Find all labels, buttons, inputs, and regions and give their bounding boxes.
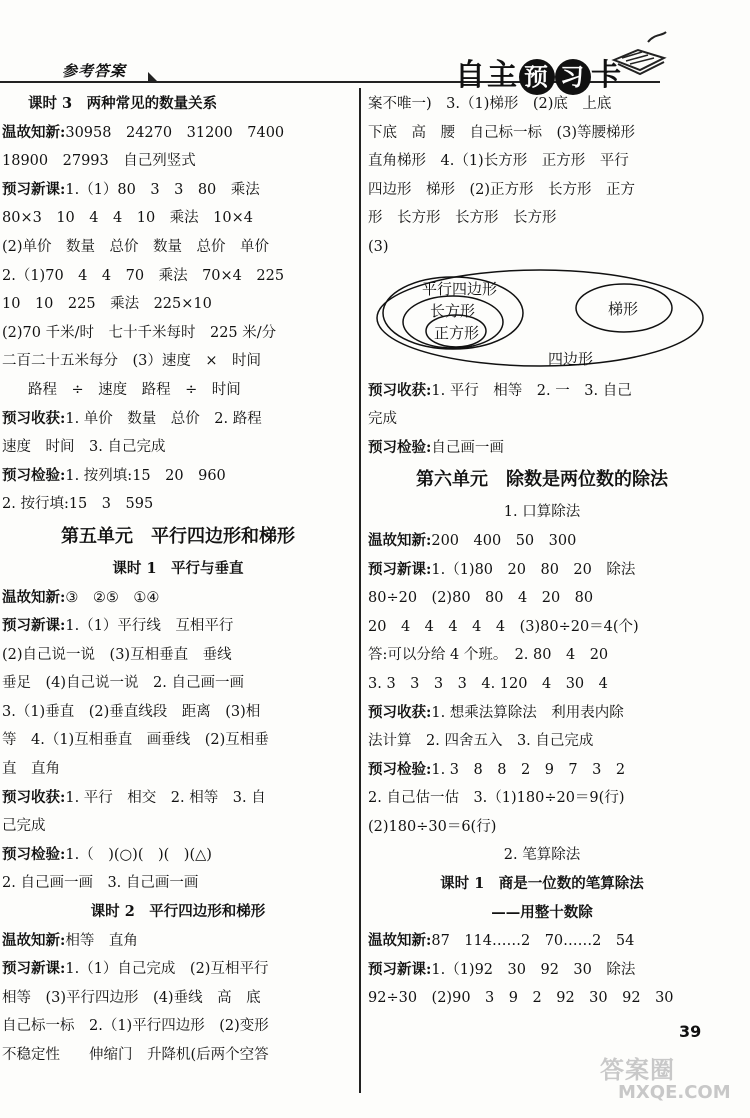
text-line: 相等 (3)平行四边形 (4)垂线 高 底 [2, 989, 261, 1006]
text-line: 直 直角 [2, 761, 60, 778]
text-line: 18900 27993 自己列竖式 [2, 153, 196, 170]
text-line: 预习新课:1.（1)92 30 92 30 除法 [368, 960, 636, 978]
text-line: 自己标一标 2.（1)平行四边形 (2)变形 [2, 1018, 269, 1035]
lesson-subtitle: ——用整十数除 [491, 903, 593, 921]
lesson-title: 课时 1 商是一位数的笔算除法 [440, 875, 644, 893]
text-line: 10 10 225 乘法 225×10 [2, 296, 212, 313]
brand-highlight-2: 习 [555, 59, 591, 95]
text-line: 下底 高 腰 自己标一标 (3)等腰梯形 [368, 124, 636, 141]
text-line: 温故知新:200 400 50 300 [368, 531, 577, 549]
text-line: 预习收获:1. 单价 数量 总价 2. 路程 [2, 409, 262, 427]
text-line: 温故知新:③ ②⑤ ①④ [2, 588, 160, 606]
text-line: 温故知新:30958 24270 31200 7400 [2, 123, 285, 141]
text-line: 预习新课:1.（1)80 20 80 20 除法 [368, 560, 636, 578]
brand-post: 卡 [591, 58, 623, 93]
text-line: 答:可以分给 4 个班。 2. 80 4 20 [368, 647, 609, 664]
brand-pre: 自主 [455, 58, 519, 93]
text-line: 2. 自己估一估 3.（1)180÷20＝9(行) [368, 790, 625, 807]
brand-highlight-1: 预 [519, 59, 555, 95]
book-icon [608, 30, 668, 80]
right-column [368, 90, 716, 1013]
trapezoid-label: 梯形 [608, 299, 639, 318]
text-line: (3) [368, 238, 389, 255]
text-line: 预习检验:1.（ )(○)( )( )(△) [2, 845, 212, 863]
text-line: 预习新课:1.（1）自己完成 (2)互相平行 [2, 960, 269, 978]
text-line: 2. 自己画一画 3. 自己画一画 [2, 875, 199, 892]
text-line: 垂足 (4)自己说一说 2. 自己画一画 [2, 675, 244, 692]
text-line: 预习新课:1.（1）80 3 3 80 乘法 [2, 180, 260, 198]
square-label: 正方形 [434, 323, 480, 342]
lesson-title: 课时 2 平行四边形和梯形 [90, 903, 266, 921]
text-line: 预习检验:自己画一画 [368, 438, 504, 456]
text-line: 3. 3 3 3 3 4. 120 4 30 4 [368, 675, 608, 692]
text-line: 己完成 [2, 818, 46, 835]
text-line: 2. 按行填:15 3 595 [2, 496, 154, 513]
text-line: 20 4 4 4 4 4 (3)80÷20＝4(个) [368, 618, 639, 635]
rectangle-label: 长方形 [430, 301, 476, 320]
unit-title: 第五单元 平行四边形和梯形 [61, 525, 295, 547]
section-title: 2. 笔算除法 [503, 847, 581, 864]
text-line: 案不唯一) 3.（1)梯形 (2)底 上底 [368, 96, 612, 112]
text-line: 二百二十五米每分 (3）速度 × 时间 [2, 353, 262, 370]
text-line: 80×3 10 4 4 10 乘法 10×4 [2, 210, 254, 227]
text-line: 预习新课:1.（1）平行线 互相平行 [2, 617, 234, 635]
text-line: (2)自己说一说 (3)互相垂直 垂线 [2, 646, 232, 663]
watermark-logo: 答案圈 [600, 1056, 675, 1084]
text-line: 等 4.（1)互相垂直 画垂线 (2)互相垂 [2, 732, 269, 749]
text-line: 速度 时间 3. 自己完成 [2, 439, 166, 456]
text-line: 不稳定性 伸缩门 升降机(后两个空答 [2, 1047, 269, 1063]
text-line: 预习收获:1. 想乘法算除法 利用表内除 [368, 703, 624, 721]
text-line: 温故知新:相等 直角 [2, 931, 138, 949]
text-line: 2.（1)70 4 4 70 乘法 70×4 225 [2, 267, 285, 284]
section-label: 参考答案 [62, 62, 127, 80]
text-line: 预习检验:1. 3 8 8 2 9 7 3 2 [368, 760, 626, 778]
text-line: 温故知新:87 114……2 70……2 54 [368, 932, 635, 950]
column-divider [359, 88, 361, 1093]
text-line: 预习收获:1. 平行 相等 2. 一 3. 自己 [368, 381, 632, 399]
text-line: (2)70 千米/时 七十千米每时 225 米/分 [2, 324, 277, 341]
text-line: 直角梯形 4.（1)长方形 正方形 平行 [368, 153, 629, 170]
quadrilateral-label: 四边形 [548, 349, 594, 368]
watermark-url: MXQE.COM [618, 1082, 731, 1103]
text-line: 80÷20 (2)80 80 4 20 80 [368, 590, 594, 607]
unit-title: 第六单元 除数是两位数的除法 [416, 469, 668, 491]
text-line: (2)单价 数量 总价 数量 总价 单价 [2, 238, 270, 255]
text-line: 92÷30 (2)90 3 9 2 92 30 92 30 [368, 990, 674, 1007]
left-column [2, 90, 354, 1070]
text-line: 形 长方形 长方形 长方形 [368, 210, 557, 227]
page-header [0, 0, 750, 93]
parallelogram-label: 平行四边形 [422, 279, 498, 298]
lesson-title: 课时 3 两种常见的数量关系 [28, 95, 218, 112]
text-line: 预习收获:1. 平行 相交 2. 相等 3. 自 [2, 788, 266, 806]
text-line: 法计算 2. 四舍五入 3. 自己完成 [368, 733, 594, 750]
brand-title [455, 50, 623, 95]
text-line: 预习检验:1. 按列填:15 20 960 [2, 466, 226, 484]
lesson-title: 课时 1 平行与垂直 [112, 559, 244, 577]
text-line: (2)180÷30＝6(行) [368, 818, 497, 835]
section-title: 1. 口算除法 [503, 504, 581, 521]
text-line: 3.（1)垂直 (2)垂直线段 距离 (3)相 [2, 703, 261, 720]
text-line: 完成 [368, 411, 397, 428]
text-line: 四边形 梯形 (2)正方形 长方形 正方 [368, 181, 636, 198]
page-number: 39 [679, 1022, 702, 1041]
text-line: 路程 ÷ 速度 路程 ÷ 时间 [28, 381, 241, 398]
quadrilateral-venn-diagram [370, 266, 710, 371]
